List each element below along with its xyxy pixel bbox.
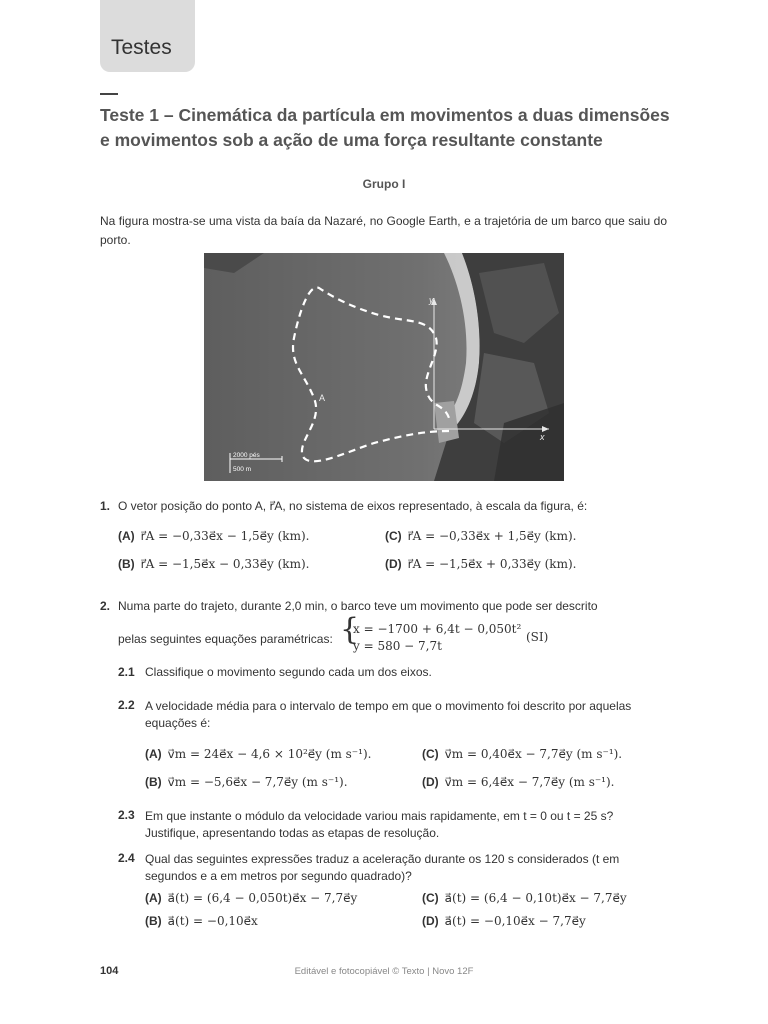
q1-option-b-label: (B) — [118, 557, 135, 571]
scale-feet: 2000 pés — [233, 452, 260, 459]
q1-option-b — [118, 557, 309, 571]
q24-option-b-expr: a⃗(t) = −0,10e⃗x — [167, 914, 258, 928]
group-label: Grupo I — [362, 177, 406, 191]
q22-text: A velocidade média para o intervalo de tempo em que o movimento foi descrito por aquelas equações é: — [145, 699, 632, 730]
q22-option-c — [422, 747, 622, 761]
q1-option-d-label: (D) — [385, 557, 402, 571]
q22-option-a-label: (A) — [145, 747, 162, 761]
axis-y-label: y — [429, 295, 434, 305]
title-rule — [100, 93, 118, 95]
equation-brace: { — [340, 612, 360, 647]
q22-option-d-expr: v⃗m = 6,4e⃗x − 7,7e⃗y (m s⁻¹). — [444, 775, 615, 789]
q2-number: 2. — [100, 599, 111, 613]
q2-text-line1: Numa parte do trajeto, durante 2,0 min, o barco teve um movimento que pode ser descrito — [118, 599, 598, 613]
section-tab-label: Testes — [111, 36, 172, 59]
q24-option-a-label: (A) — [145, 891, 162, 905]
q24-text: Qual das seguintes expressões traduz a aceleração durante os 120 s considerados (t em segundos e a em metros por segundo quadrado)? — [145, 852, 620, 883]
q24-option-b-label: (B) — [145, 914, 162, 928]
q24-option-d-expr: a⃗(t) = −0,10e⃗x − 7,7e⃗y — [444, 914, 586, 928]
q22-option-b-expr: v⃗m = −5,6e⃗x − 7,7e⃗y (m s⁻¹). — [167, 775, 348, 789]
q1-option-a-label: (A) — [118, 529, 135, 543]
q1-text: O vetor posição do ponto A, r⃗A, no sistema de eixos representado, à escala da figura, é: — [118, 499, 588, 513]
q24-option-b — [145, 914, 258, 928]
q22-option-c-label: (C) — [422, 747, 439, 761]
q2-text-line2: pelas seguintes equações paramétricas: — [118, 632, 333, 646]
scale-meters: 500 m — [233, 466, 252, 473]
q1-option-b-expr: r⃗A = −1,5e⃗x − 0,33e⃗y (km). — [140, 557, 310, 571]
q24-option-a-expr: a⃗(t) = (6,4 − 0,050t)e⃗x − 7,7e⃗y — [167, 891, 358, 905]
test-title: Teste 1 – Cinemática da partícula em movimentos a duas dimensões e movimentos sob a ação de uma força resultante constante — [100, 105, 670, 150]
q2-eq-x: x = −1700 + 6,4t − 0,050t² — [353, 622, 522, 636]
q21-text: Classifique o movimento segundo cada um dos eixos. — [145, 665, 432, 679]
q2-unit: (SI) — [526, 630, 549, 644]
point-a-label: A — [319, 393, 326, 403]
q2-equations — [340, 612, 570, 656]
section-tab — [100, 0, 195, 72]
axis-x-label: x — [540, 432, 545, 442]
q24-option-a — [145, 891, 357, 905]
q23-number: 2.3 — [118, 808, 135, 822]
q1-number: 1. — [100, 499, 111, 513]
q22-option-d-label: (D) — [422, 775, 439, 789]
q24-option-d-label: (D) — [422, 914, 439, 928]
q24-number: 2.4 — [118, 851, 135, 865]
q22-number: 2.2 — [118, 698, 135, 712]
footer-copyright: Editável e fotocopiável © Texto | Novo 12F — [294, 966, 474, 977]
q24-option-c-expr: a⃗(t) = (6,4 − 0,10t)e⃗x − 7,7e⃗y — [444, 891, 627, 905]
q1-option-d — [385, 557, 576, 571]
q22-option-a-expr: v⃗m = 24e⃗x − 4,6 × 10²e⃗y (m s⁻¹). — [167, 747, 372, 761]
q1-option-a-expr: r⃗A = −0,33e⃗x − 1,5e⃗y (km). — [140, 529, 310, 543]
q22-option-b — [145, 775, 348, 789]
page-number: 104 — [100, 965, 119, 977]
q2-eq-y: y = 580 − 7,7t — [353, 639, 442, 653]
q24-option-c-label: (C) — [422, 891, 439, 905]
q22-option-b-label: (B) — [145, 775, 162, 789]
q24-option-c — [422, 891, 627, 905]
q23-text: Em que instante o módulo da velocidade variou mais rapidamente, em t = 0 ou t = 25 s? Justifique, apresentando todas as etapas de resolução. — [145, 809, 614, 840]
q22-option-c-expr: v⃗m = 0,40e⃗x − 7,7e⃗y (m s⁻¹). — [444, 747, 623, 761]
q1-option-c — [385, 529, 576, 543]
q22-option-a — [145, 747, 371, 761]
q22-option-d — [422, 775, 615, 789]
q21-number: 2.1 — [118, 665, 135, 679]
q1-option-a — [118, 529, 309, 543]
q1-option-c-expr: r⃗A = −0,33e⃗x + 1,5e⃗y (km). — [407, 529, 577, 543]
nazare-bay-map — [204, 253, 564, 481]
intro-text: Na figura mostra-se uma vista da baía da Nazaré, no Google Earth, e a trajetória de um barco que saiu do porto. — [100, 214, 667, 247]
q1-option-c-label: (C) — [385, 529, 402, 543]
q1-option-d-expr: r⃗A = −1,5e⃗x + 0,33e⃗y (km). — [407, 557, 577, 571]
q24-option-d — [422, 914, 586, 928]
